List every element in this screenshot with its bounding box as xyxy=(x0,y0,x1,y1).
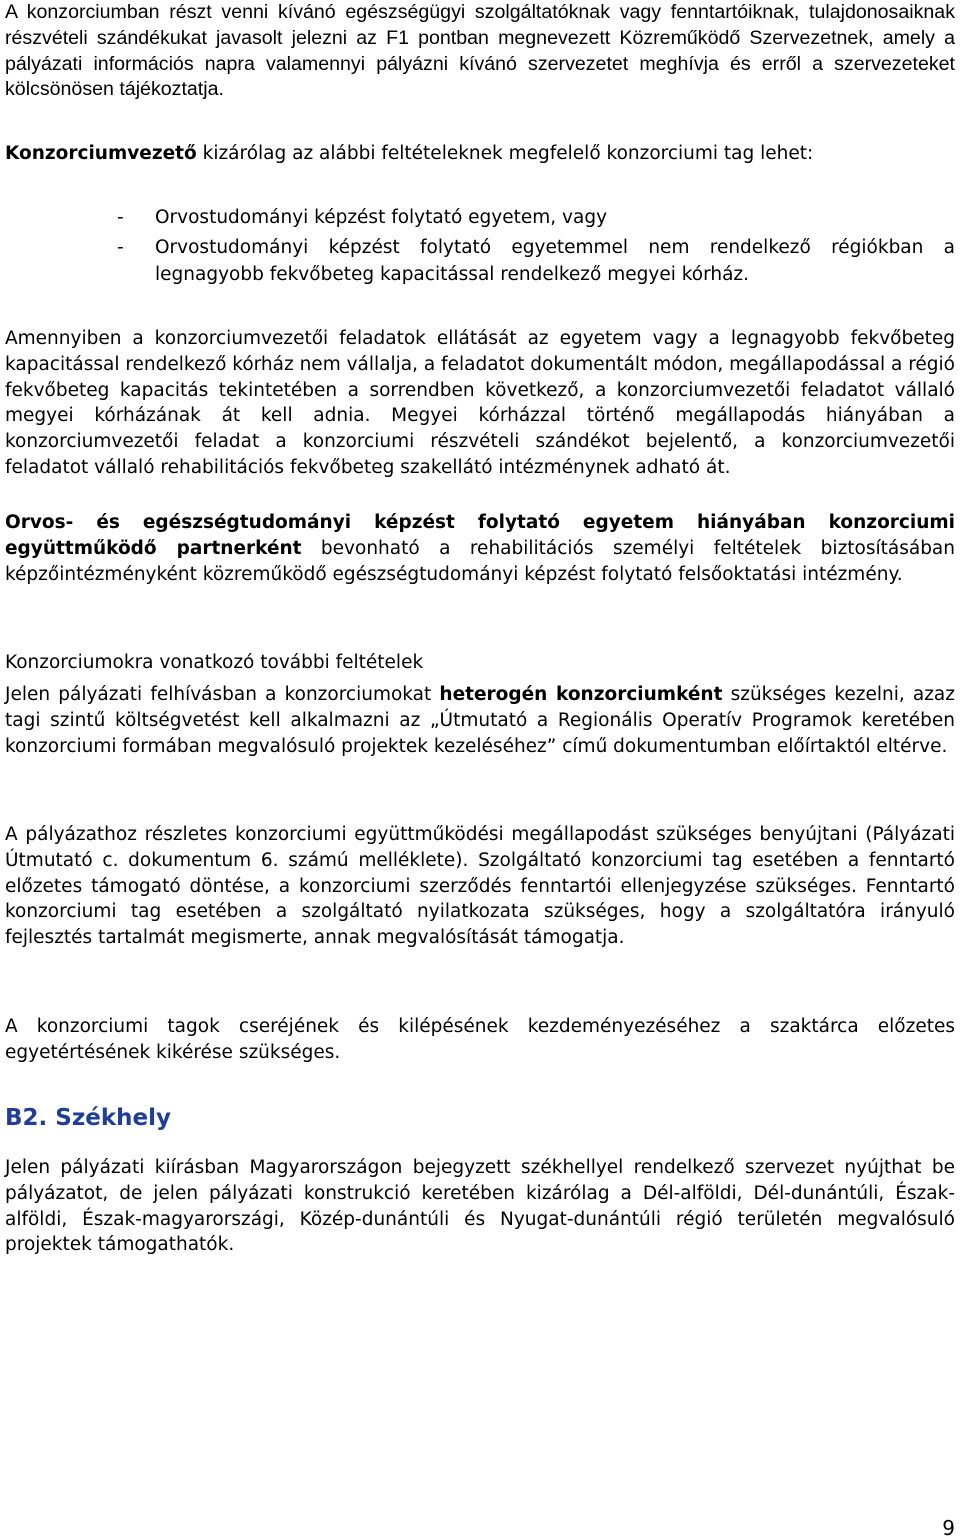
partner-paragraph xyxy=(5,510,955,587)
intro-paragraph: A konzorciumban részt venni kívánó egészségügyi szolgáltatóknak vagy fenntartóiknak, tulajdonosaiknak részvételi szándékukat javasolt jelezni az F1 pontban megnevezett Közreműködő Szervezetnek, amely a pályázati információs napra valamennyi pályázni kívánó szervezetet meghívja és erről a szervezeteket kölcsönösen tájékoztatja. xyxy=(5,1,955,101)
conditions-title: Konzorciumokra vonatkozó további feltételek xyxy=(5,652,424,673)
seat-paragraph: Jelen pályázati kiírásban Magyarországon bejegyzett székhellyel rendelkező szervezet nyújthat be pályázatot, de jelen pályázati konstrukció keretében kizárólag a Dél-alföldi, Dél-dunántúli, Észak-alföldi, Észak-magyarországi, Közép-dunántúli és Nyugat-dunántúli régió területén megvalósuló projektek támogathatók. xyxy=(5,1157,955,1256)
leader-bold: Konzorciumvezető xyxy=(5,143,197,164)
list-dash: - xyxy=(117,237,124,258)
conditions-post: szükséges kezelni, azaz tagi szintű költségvetést kell alkalmazni az „Útmutató a Regionális Operatív Programok keretében konzorciumi formában megvalósuló projektek kezeléséhez” című dokumentumban előírtaktól eltérve. xyxy=(5,684,955,757)
delegation-paragraph: Amennyiben a konzorciumvezetői feladatok ellátását az egyetem vagy a legnagyobb fekvőbeteg kapacitással rendelkező kórház nem vállalja, a feladatot dokumentált módon, megállapodással a régió fekvőbeteg kapacitás tekintetében a sorrendben következő, a konzorciumvezetői feladatot vállaló megyei kórházának át kell adnia. Megyei kórházzal történő megállapodás hiányában a konzorciumvezetői feladat a konzorciumi részvételi szándékot bejelentő, a konzorciumvezetői feladatot vállaló rehabilitációs fekvőbeteg szakellátó intézménynek adható át. xyxy=(5,328,955,478)
list-item-text: Orvostudományi képzést folytató egyetemmel nem rendelkező régiókban a legnagyobb fekvőbeteg kapacitással rendelkező megyei kórház. xyxy=(155,237,955,285)
list-item-text: Orvostudományi képzést folytató egyetem, vagy xyxy=(155,207,608,228)
partner-bold: Orvos- és egészségtudományi képzést folytató egyetem hiányában konzorciumi együttműködő partnerként xyxy=(5,512,955,559)
partner-rest: bevonható a rehabilitációs személyi feltételek biztosításában képzőintézményként közreműködő egészségtudományi képzést folytató felsőoktatási intézmény. xyxy=(5,537,955,585)
conditions-pre: Jelen pályázati felhívásban a konzorciumokat xyxy=(5,684,440,705)
leader-rest: kizárólag az alábbi feltételeknek megfelelő konzorciumi tag lehet: xyxy=(196,143,814,164)
page-number: 9 xyxy=(942,1516,955,1540)
conditions-paragraph xyxy=(5,682,955,759)
replacement-paragraph: A konzorciumi tagok cseréjének és kilépésének kezdeményezéséhez a szaktárca előzetes egyetértésének kikérése szükséges. xyxy=(5,1016,955,1063)
section-heading: B2. Székhely xyxy=(5,1105,171,1131)
conditions-bold: heterogén konzorciumként xyxy=(439,684,723,705)
agreement-paragraph: A pályázathoz részletes konzorciumi együttműködési megállapodást szükséges benyújtani (Pályázati Útmutató c. dokumentum 6. számú melléklete). Szolgáltató konzorciumi tag esetében a fenntartó előzetes támogató döntése, a konzorciumi szerződés fenntartói ellenjegyzése szükséges. Fenntartó konzorciumi tag esetében a szolgáltató nyilatkozata szükséges, hogy a szolgáltatóra irányuló fejlesztés tartalmát megismerte, annak megvalósítását támogatja. xyxy=(5,824,955,949)
list-item xyxy=(117,234,955,288)
list-dash: - xyxy=(117,207,124,228)
leader-paragraph xyxy=(5,141,955,167)
list-item xyxy=(117,204,955,231)
